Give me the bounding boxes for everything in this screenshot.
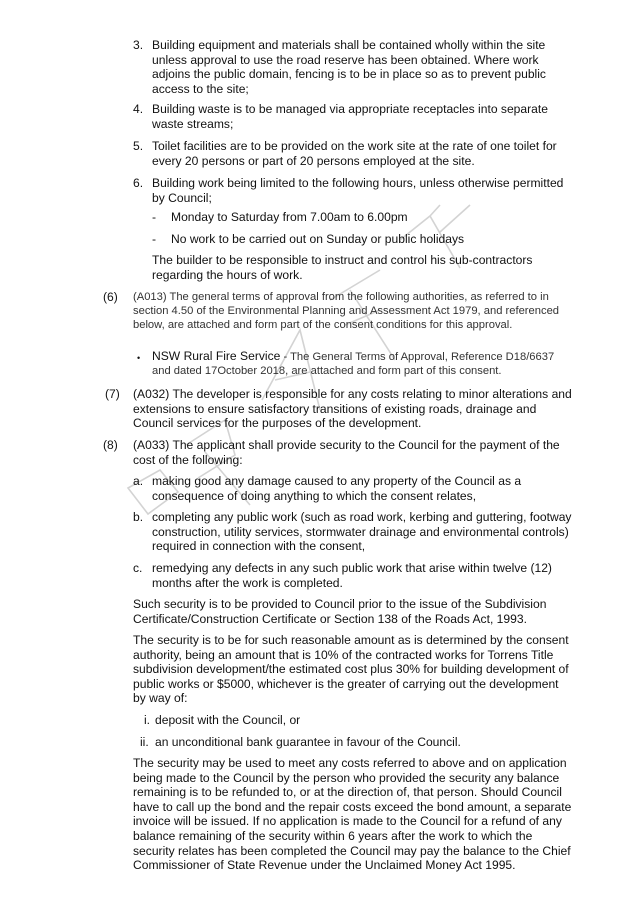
item-letter: c.	[133, 561, 143, 575]
roman-number: i.	[144, 713, 151, 727]
item-number: 6.	[133, 176, 144, 190]
condition-6-text: (A013) The general terms of approval from the following authorities, as referred to in section 4.50 of the Environmental Planning and Assessment Act 1979, and referenced below, are attached and form part of the consent conditions for this approval.	[133, 291, 560, 332]
authority-name: NSW Rural Fire Service	[152, 349, 281, 363]
item-number: 5.	[133, 139, 144, 153]
item-text: Building equipment and materials shall be contained wholly within the site unless approval to use the road reserve has been obtained. Where work adjoins the public domain, fencing is to be in place so as to prevent public access to the site;	[152, 38, 546, 96]
condition-number: (8)	[103, 438, 118, 452]
hours-text: Monday to Saturday from 7.00am to 6.00pm	[171, 210, 408, 224]
dash: -	[152, 210, 157, 224]
dash: -	[152, 232, 157, 246]
item-text: making good any damage caused to any property of the Council as a consequence of doing anything to which the consent relates,	[152, 474, 522, 503]
item-number: 3.	[133, 38, 144, 52]
roman-text: deposit with the Council, or	[155, 713, 301, 727]
item-text: Building waste is to be managed via appropriate receptacles into separate waste streams;	[152, 102, 548, 131]
item-text: Building work being limited to the following hours, unless otherwise permitted by Council;	[152, 176, 564, 205]
condition-number: (7)	[105, 387, 120, 401]
security-usage-paragraph: The security may be used to meet any costs referred to above and on application being made to the Council by the person who provided the security any balance remaining is to be refunded to, or at the direction of, that person. Should Council have to call up the bond and the repair costs exceed the bond amount, a separate invoice will be issued. If no application is made to the Council for a refund of any balance remaining of the security within 6 years after the work to which the security relates has been completed the Council may pay the balance to the Chief Commissioner of State Revenue under the Unclaimed Money Act 1995.	[133, 756, 572, 873]
item-letter: a.	[133, 474, 144, 488]
bullet: •	[137, 353, 141, 363]
item-text: remedying any defects in any such public work that arise within twelve (12) months after the work is completed.	[152, 561, 552, 590]
item-number: 4.	[133, 102, 144, 116]
item-text: Toilet facilities are to be provided on the work site at the rate of one toilet for every 20 persons or part of 20 persons employed at the site.	[152, 139, 557, 168]
authority-detail: - The General Terms of Approval, Reference D18/6637 and dated 17October 2018, are attached and form part of this consent.	[152, 351, 555, 378]
hours-text: No work to be carried out on Sunday or public holidays	[171, 232, 465, 246]
builder-note: The builder to be responsible to instruct and control his sub-contractors regarding the hours of work.	[152, 253, 533, 282]
condition-7-text: (A032) The developer is responsible for any costs relating to minor alterations and extensions to ensure satisfactory transitions of existing roads, drainage and Council services for the purposes of the development.	[133, 387, 572, 431]
condition-8-text: (A033) The applicant shall provide security to the Council for the payment of the cost of the following:	[133, 438, 560, 467]
condition-number: (6)	[103, 290, 118, 304]
security-amount-paragraph: The security is to be for such reasonable amount as is determined by the consent authority, being an amount that is 10% of the contracted works for Torrens Title subdivision development/the estimated cost plus 30% for building development of public works or $5000, whichever is the greater of carrying out the development by way of:	[133, 633, 569, 706]
roman-text: an unconditional bank guarantee in favour of the Council.	[155, 735, 461, 749]
item-letter: b.	[133, 510, 144, 524]
roman-number: ii.	[140, 735, 149, 749]
security-timing-paragraph: Such security is to be provided to Council prior to the issue of the Subdivision Certificate/Construction Certificate or Section 138 of the Roads Act, 1993.	[133, 597, 547, 626]
condition-6-bullet	[152, 349, 572, 378]
item-text: completing any public work (such as road work, kerbing and guttering, footway construction, utility services, stormwater drainage and environmental controls) required in connection with the consent,	[152, 510, 572, 554]
